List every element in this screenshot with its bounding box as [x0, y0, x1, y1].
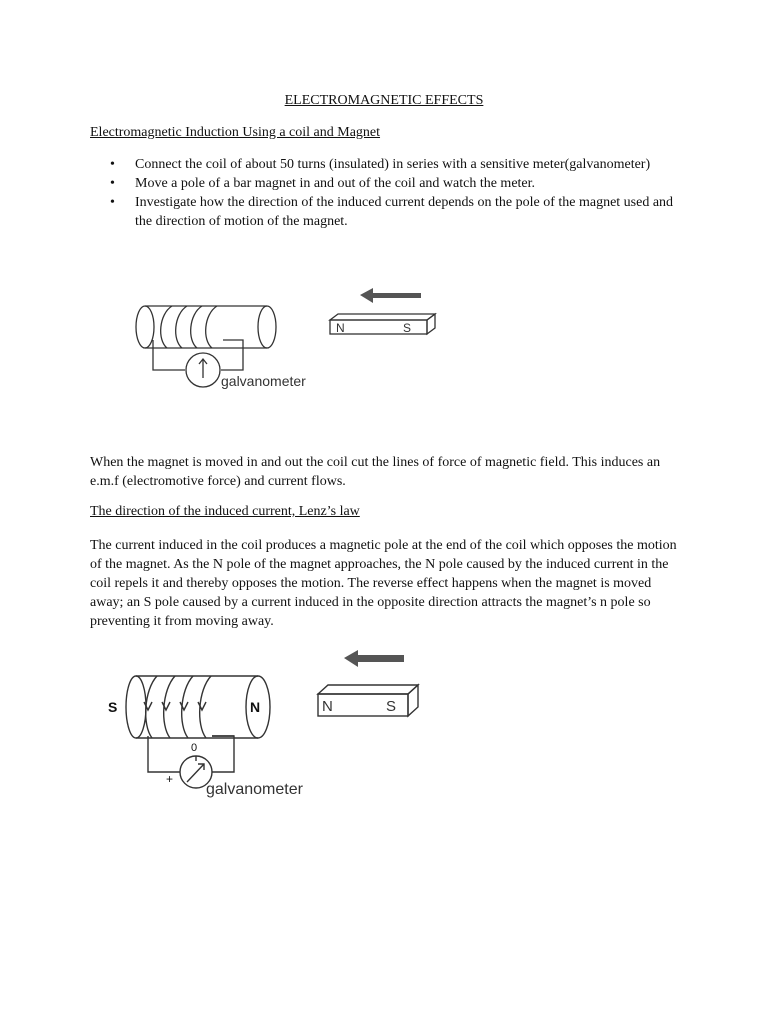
bullet-item	[90, 193, 690, 231]
left-arrow-icon	[344, 650, 404, 667]
bullet-list	[90, 155, 690, 231]
coil-s-pole-label: S	[108, 699, 118, 715]
bullet-text: Connect the coil of about 50 turns (insulated) in series with a sensitive meter(galvanometer)	[135, 157, 651, 172]
bullet-item	[90, 174, 690, 193]
coil-left-end	[136, 306, 154, 348]
meter-zero-label: 0	[191, 742, 198, 754]
bullet-icon: •	[110, 157, 115, 172]
bullet-text: Investigate how the direction of the induced current depends on the pole of the magnet used and the direction of motion of the magnet.	[135, 195, 674, 229]
magnet-n-label: N	[322, 698, 333, 715]
galvanometer-label: galvanometer	[221, 373, 306, 389]
galvanometer-label: galvanometer	[206, 781, 303, 798]
magnet-s-label: S	[386, 698, 397, 715]
left-arrow-icon	[360, 288, 421, 303]
bullet-icon: •	[110, 176, 115, 191]
section-heading-induction: Electromagnetic Induction Using a coil and Magnet	[90, 125, 381, 140]
section-heading-lenz: The direction of the induced current, Lenz’s law	[90, 504, 360, 519]
bullet-item	[90, 155, 690, 174]
bullet-text: Move a pole of a bar magnet in and out of the coil and watch the meter.	[135, 176, 536, 191]
magnet-s-label: S	[403, 321, 412, 335]
bar-magnet-top	[330, 314, 435, 320]
coil-n-pole-label: N	[250, 699, 261, 715]
coil-right-end	[258, 306, 276, 348]
bullet-icon: •	[110, 195, 115, 210]
magnet-n-label: N	[336, 321, 345, 335]
figure-coil-magnet-2	[100, 640, 440, 805]
figure-coil-magnet-1	[125, 280, 445, 395]
meter-plus-label: +	[166, 772, 174, 786]
document-title: ELECTROMAGNETIC EFFECTS	[284, 93, 484, 108]
paragraph-induction: When the magnet is moved in and out the coil cut the lines of force of magnetic field. This induces an e.m.f (electromotive force) and current flows.	[90, 455, 661, 489]
paragraph-lenz: The current induced in the coil produces a magnetic pole at the end of the coil which opposes the motion of the magnet. As the N pole of the magnet approaches, the N pole caused by the induced current in the coil repels it and thereby opposes the motion. The reverse effect happens when the magnet is moved away; an S pole caused by a current induced in the opposite direction attracts the magnet’s n pole so preventing it from moving away.	[90, 538, 677, 629]
